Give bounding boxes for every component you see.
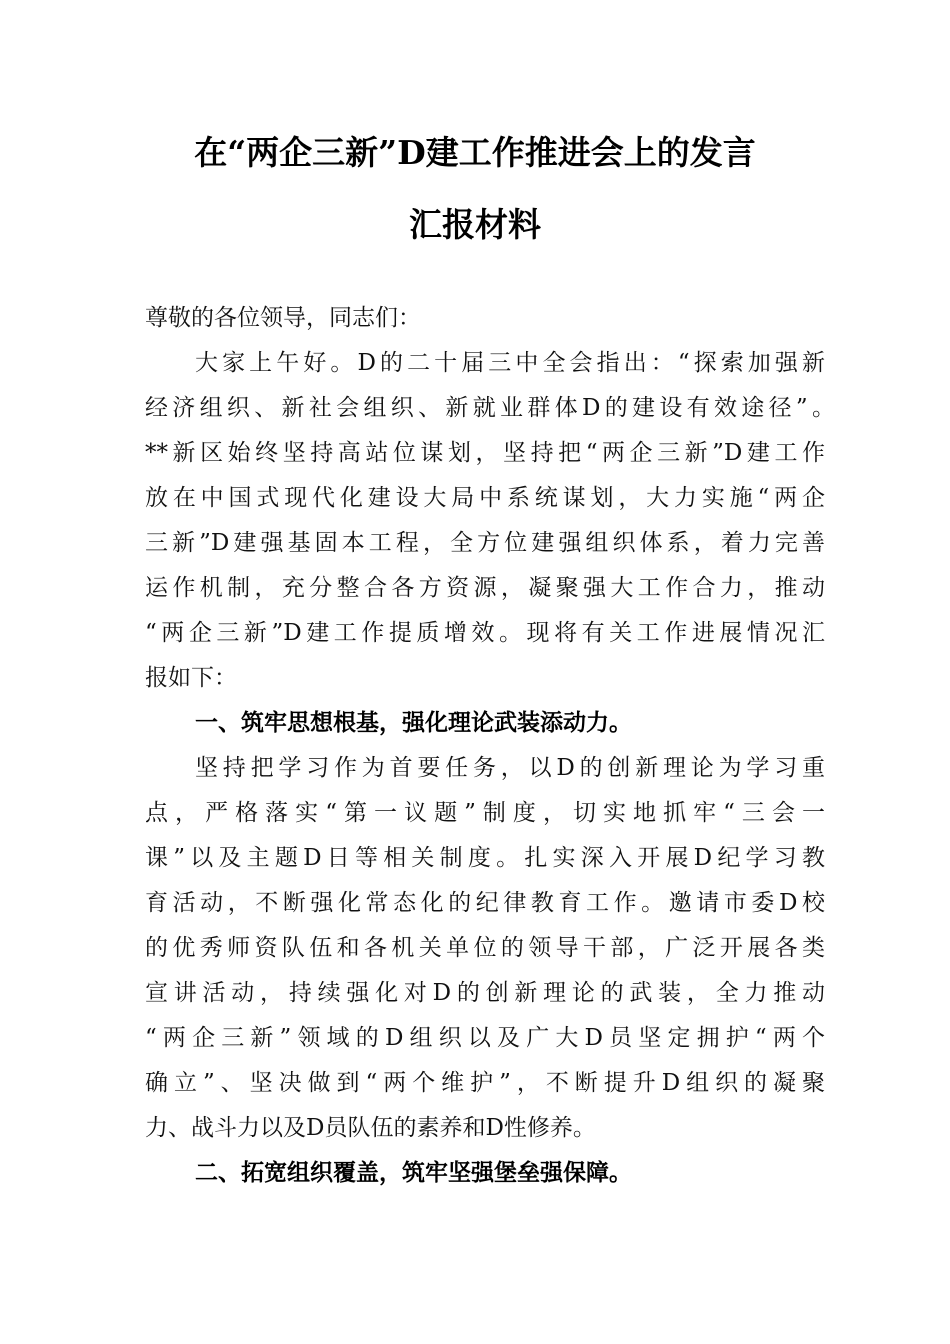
document-title-line1: 在“两企三新”D建工作推进会上的发言 (194, 133, 756, 172)
paragraph-line: 课”以及主题D日等相关制度。扎实深入开展D纪学习教 (145, 845, 825, 871)
paragraph-line: 育活动，不断强化常态化的纪律教育工作。邀请市委D校 (145, 890, 825, 916)
paragraph-line: 力、战斗力以及D员队伍的素养和D性修养。 (145, 1115, 596, 1141)
paragraph-line: 确立”、坚决做到“两个维护”，不断提升D组织的凝聚 (145, 1070, 825, 1096)
paragraph-line: “两企三新”领域的D组织以及广大D员坚定拥护“两个 (145, 1025, 825, 1051)
paragraph-line: **新区始终坚持高站位谋划，坚持把“两企三新”D建工作 (145, 440, 825, 466)
paragraph-line: 大家上午好。D的二十届三中全会指出：“探索加强新 (195, 350, 825, 376)
paragraph-line: 宣讲活动，持续强化对D的创新理论的武装，全力推动 (145, 980, 825, 1006)
paragraph-line: 的优秀师资队伍和各机关单位的领导干部，广泛开展各类 (145, 935, 825, 961)
paragraph-line: 放在中国式现代化建设大局中系统谋划，大力实施“两企 (145, 485, 825, 511)
salutation: 尊敬的各位领导，同志们： (145, 305, 421, 331)
paragraph-line: 报如下： (145, 665, 237, 691)
section-heading-2: 二、拓宽组织覆盖，筑牢坚强堡垒强保障。 (195, 1160, 632, 1186)
paragraph-line: 三新”D建强基固本工程，全方位建强组织体系，着力完善 (145, 530, 825, 556)
paragraph-line: 坚持把学习作为首要任务，以D的创新理论为学习重 (195, 755, 825, 781)
paragraph-line: 经济组织、新社会组织、新就业群体D的建设有效途径”。 (145, 395, 835, 421)
section-heading-1: 一、筑牢思想根基，强化理论武装添动力。 (195, 710, 632, 736)
document-title-line2: 汇报材料 (409, 205, 541, 244)
paragraph-line: “两企三新”D建工作提质增效。现将有关工作进展情况汇 (145, 620, 825, 646)
paragraph-line: 点，严格落实“第一议题”制度，切实地抓牢“三会一 (145, 800, 825, 826)
paragraph-line: 运作机制，充分整合各方资源，凝聚强大工作合力，推动 (145, 575, 825, 601)
